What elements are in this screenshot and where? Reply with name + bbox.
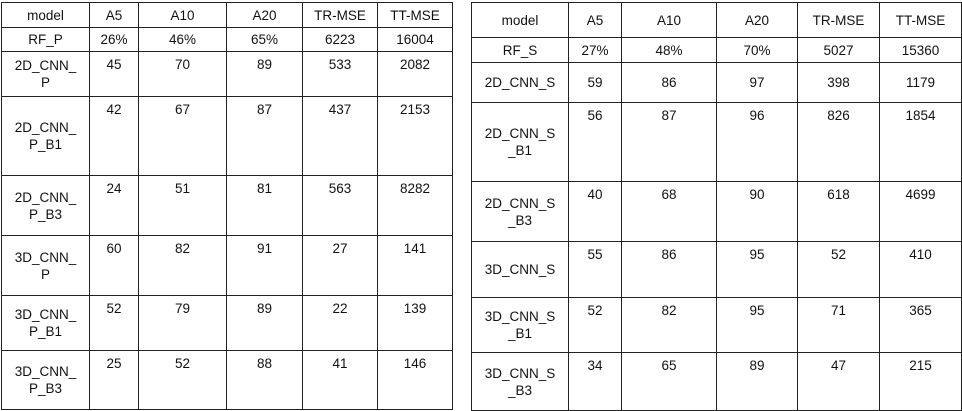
value-cell: 55 [569, 242, 622, 298]
header-cell: A5 [90, 3, 139, 28]
value-cell: 42 [90, 97, 139, 176]
value-cell: 398 [798, 63, 880, 103]
right-table-body [472, 3, 962, 411]
model-cell: 2D_CNN_ P [2, 52, 90, 97]
value-cell: 59 [569, 63, 622, 103]
model-cell: 3D_CNN_S _B1 [472, 298, 569, 353]
right-results-table [471, 2, 962, 411]
model-cell: 2D_CNN_S _B3 [472, 182, 569, 242]
model-cell: 2D_CNN_S [472, 63, 569, 103]
value-cell: 410 [880, 242, 962, 298]
value-cell: 91 [227, 236, 303, 296]
right-table-row [472, 103, 962, 182]
value-cell: 6223 [303, 28, 378, 52]
value-cell: 618 [798, 182, 880, 242]
value-cell: 139 [378, 296, 453, 351]
header-cell: A20 [227, 3, 303, 28]
left-header-row [2, 3, 453, 28]
value-cell: 40 [569, 182, 622, 242]
value-cell: 86 [622, 242, 717, 298]
value-cell: 365 [880, 298, 962, 353]
value-cell: 48% [622, 38, 717, 63]
value-cell: 1179 [880, 63, 962, 103]
value-cell: 27 [303, 236, 378, 296]
value-cell: 65% [227, 28, 303, 52]
model-cell: 3D_CNN_ P [2, 236, 90, 296]
value-cell: 5027 [798, 38, 880, 63]
value-cell: 79 [139, 296, 227, 351]
value-cell: 16004 [378, 28, 453, 52]
left-table-row [2, 296, 453, 351]
value-cell: 52 [90, 296, 139, 351]
value-cell: 89 [227, 52, 303, 97]
value-cell: 97 [717, 63, 798, 103]
model-cell: 3D_CNN_ P_B3 [2, 351, 90, 410]
left-table-row [2, 176, 453, 236]
value-cell: 81 [227, 176, 303, 236]
value-cell: 70 [139, 52, 227, 97]
value-cell: 563 [303, 176, 378, 236]
right-table-row [472, 242, 962, 298]
value-cell: 146 [378, 351, 453, 410]
value-cell: 437 [303, 97, 378, 176]
value-cell: 65 [622, 353, 717, 411]
right-table-row [472, 298, 962, 353]
value-cell: 70% [717, 38, 798, 63]
header-cell: model [2, 3, 90, 28]
model-cell: 2D_CNN_S _B1 [472, 103, 569, 182]
model-cell: 3D_CNN_S [472, 242, 569, 298]
left-table-body [2, 3, 453, 410]
value-cell: 22 [303, 296, 378, 351]
value-cell: 2153 [378, 97, 453, 176]
value-cell: 88 [227, 351, 303, 410]
value-cell: 68 [622, 182, 717, 242]
left-table-row [2, 28, 453, 52]
value-cell: 60 [90, 236, 139, 296]
value-cell: 67 [139, 97, 227, 176]
left-table-row [2, 97, 453, 176]
value-cell: 27% [569, 38, 622, 63]
value-cell: 41 [303, 351, 378, 410]
right-header-row [472, 3, 962, 38]
header-cell: TT-MSE [378, 3, 453, 28]
header-cell: A5 [569, 3, 622, 38]
value-cell: 47 [798, 353, 880, 411]
value-cell: 34 [569, 353, 622, 411]
value-cell: 82 [622, 298, 717, 353]
left-results-table [1, 2, 453, 410]
value-cell: 87 [622, 103, 717, 182]
header-cell: TT-MSE [880, 3, 962, 38]
right-table-row [472, 63, 962, 103]
left-table-row [2, 236, 453, 296]
value-cell: 95 [717, 242, 798, 298]
left-table-row [2, 351, 453, 410]
value-cell: 15360 [880, 38, 962, 63]
value-cell: 8282 [378, 176, 453, 236]
value-cell: 86 [622, 63, 717, 103]
value-cell: 90 [717, 182, 798, 242]
model-cell: RF_P [2, 28, 90, 52]
model-cell: 3D_CNN_ P_B1 [2, 296, 90, 351]
value-cell: 25 [90, 351, 139, 410]
value-cell: 95 [717, 298, 798, 353]
value-cell: 533 [303, 52, 378, 97]
value-cell: 89 [227, 296, 303, 351]
value-cell: 52 [139, 351, 227, 410]
value-cell: 215 [880, 353, 962, 411]
header-cell: A10 [622, 3, 717, 38]
value-cell: 56 [569, 103, 622, 182]
model-cell: 2D_CNN_ P_B1 [2, 97, 90, 176]
header-cell: model [472, 3, 569, 38]
value-cell: 52 [569, 298, 622, 353]
value-cell: 45 [90, 52, 139, 97]
header-cell: A10 [139, 3, 227, 28]
value-cell: 46% [139, 28, 227, 52]
value-cell: 52 [798, 242, 880, 298]
model-cell: RF_S [472, 38, 569, 63]
value-cell: 51 [139, 176, 227, 236]
value-cell: 89 [717, 353, 798, 411]
value-cell: 82 [139, 236, 227, 296]
value-cell: 1854 [880, 103, 962, 182]
value-cell: 141 [378, 236, 453, 296]
value-cell: 2082 [378, 52, 453, 97]
header-cell: A20 [717, 3, 798, 38]
value-cell: 87 [227, 97, 303, 176]
value-cell: 71 [798, 298, 880, 353]
value-cell: 4699 [880, 182, 962, 242]
model-cell: 3D_CNN_S _B3 [472, 353, 569, 411]
value-cell: 24 [90, 176, 139, 236]
value-cell: 96 [717, 103, 798, 182]
right-table-row [472, 38, 962, 63]
right-table-row [472, 182, 962, 242]
value-cell: 826 [798, 103, 880, 182]
left-table-row [2, 52, 453, 97]
value-cell: 26% [90, 28, 139, 52]
model-cell: 2D_CNN_ P_B3 [2, 176, 90, 236]
header-cell: TR-MSE [798, 3, 880, 38]
header-cell: TR-MSE [303, 3, 378, 28]
